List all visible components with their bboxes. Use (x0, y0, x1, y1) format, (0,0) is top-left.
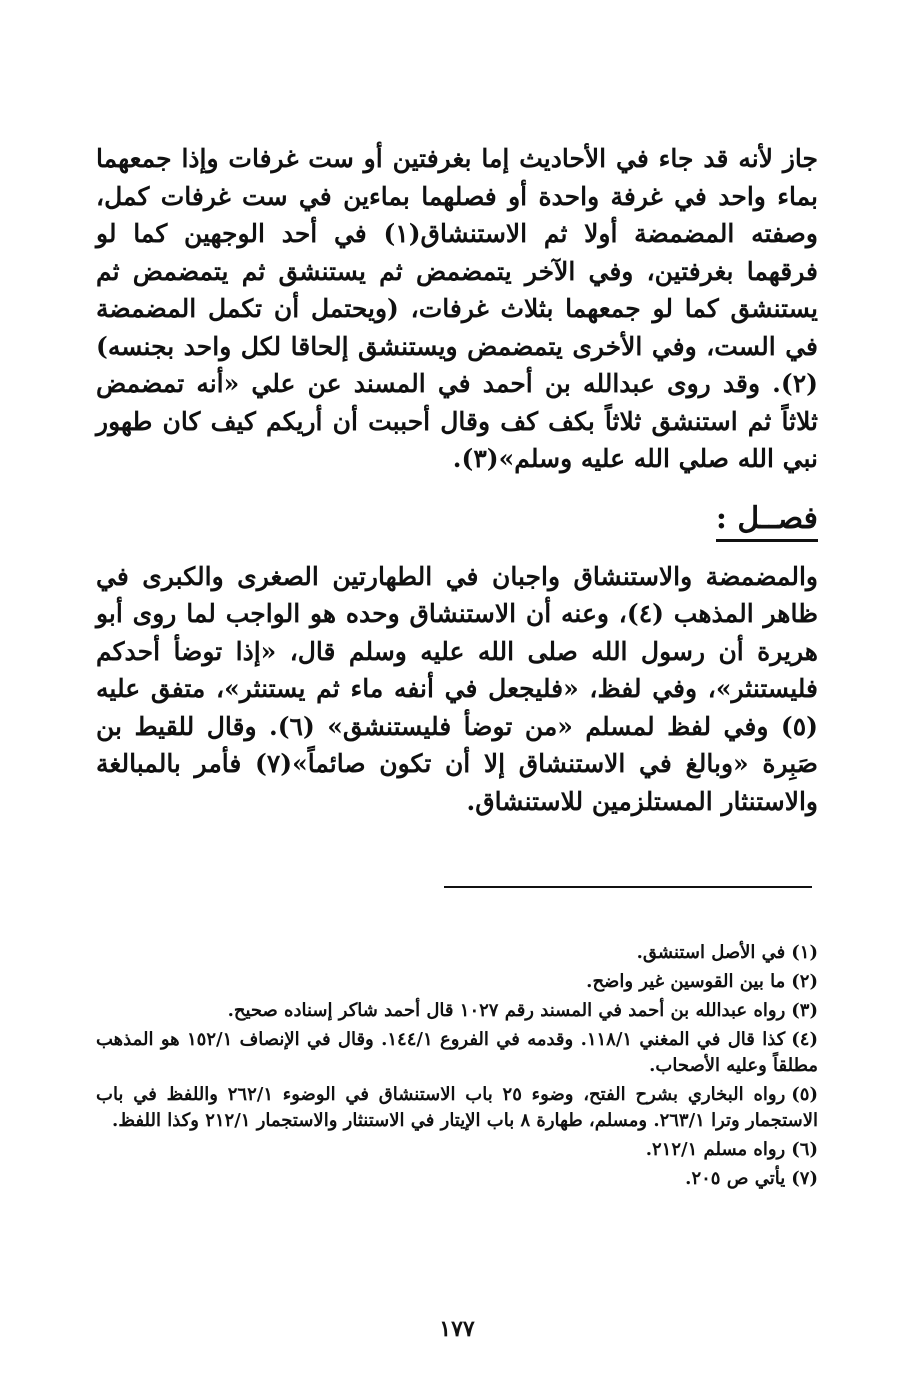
footnote-1 (96, 940, 818, 966)
footnote-divider (444, 886, 812, 888)
paragraph-1: جاز لأنه قد جاء في الأحاديث إما بغرفتين أو ست غرفات وإذا جمعهما بماء واحد في غرفة واحدة أو فصلهما بماءين في ست غرفات كمل، وصفته المضمضة أولا ثم الاستنشاق(١) في أحد الوجهين كما لو فرقهما بغرفتين، وفي الآخر يتمضمض ثم يستنشق ثم يتمضمض ثم يستنشق كما لو جمعهما بثلاث غرفات، (ويحتمل أن تكمل المضمضة في الست، وفي الأخرى يتمضمض ويستنشق إلحاقا لكل واحد بجنسه) (٢). وقد روى عبدالله بن أحمد في المسند عن علي «أنه تمضمض ثلاثاً ثم استنشق ثلاثاً بكف كف وقال أحببت أن أريكم كيف كان طهور نبي الله صلي الله عليه وسلم»(٣). (96, 144, 818, 473)
footnote-number: (٤) (791, 1029, 818, 1050)
footnote-number: (١) (791, 942, 818, 963)
footnote-text: رواه عبدالله بن أحمد في المسند رقم ١٠٢٧ قال أحمد شاكر إسناده صحيح. (227, 1000, 786, 1021)
footnote-3 (96, 998, 818, 1024)
footnote-7 (96, 1166, 818, 1192)
footnote-number: (٢) (791, 971, 818, 992)
footnote-number: (٣) (791, 1000, 818, 1021)
footnote-number: (٦) (791, 1139, 818, 1160)
footnote-text: يأتي ص ٢٠٥. (685, 1168, 786, 1189)
footnote-5 (96, 1082, 818, 1134)
footnotes (96, 940, 818, 1195)
footnote-2 (96, 969, 818, 995)
footnote-text: رواه مسلم ٢١٢/١. (645, 1139, 786, 1160)
footnote-text: رواه البخاري بشرح الفتح، وضوء ٢٥ باب الاستنشاق في الوضوء ٢٦٢/١ واللفظ في باب الاستجمار وترا ٢٦٣/١. ومسلم، طهارة ٨ باب الإيتار في الاستنثار والاستجمار ٢١٢/١ وكذا اللفظ. (96, 1084, 818, 1131)
footnote-4 (96, 1027, 818, 1079)
footnote-text: كذا قال في المغني ١١٨/١. وقدمه في الفروع ١٤٤/١. وقال في الإنصاف ١٥٢/١ هو المذهب مطلقاً وعليه الأصحاب. (96, 1029, 818, 1076)
section-heading (96, 500, 818, 544)
footnote-number: (٧) (791, 1168, 818, 1189)
page-number: ١٧٧ (439, 1316, 475, 1342)
footnote-number: (٥) (791, 1084, 818, 1105)
footnote-text: في الأصل استنشق. (636, 942, 786, 963)
section-title: فصــل : (716, 501, 818, 542)
paragraph-2: والمضمضة والاستنشاق واجبان في الطهارتين الصغرى والكبرى في ظاهر المذهب (٤)، وعنه أن الاستنشاق وحده هو الواجب لما روى أبو هريرة أن رسول الله صلى الله عليه وسلم قال، «إذا توضأ أحدكم فليستنثر»، وفي لفظ، «فليجعل في أنفه ماء ثم يستنثر»، متفق عليه (٥) وفي لفظ لمسلم «من توضأ فليستنشق» (٦). وقال للقيط بن صَبِرة «وبالغ في الاستنشاق إلا أن تكون صائماً»(٧) فأمر بالمبالغة والاستنثار المستلزمين للاستنشاق. (96, 561, 818, 816)
footnote-6 (96, 1137, 818, 1163)
footnote-text: ما بين القوسين غير واضح. (586, 971, 786, 992)
